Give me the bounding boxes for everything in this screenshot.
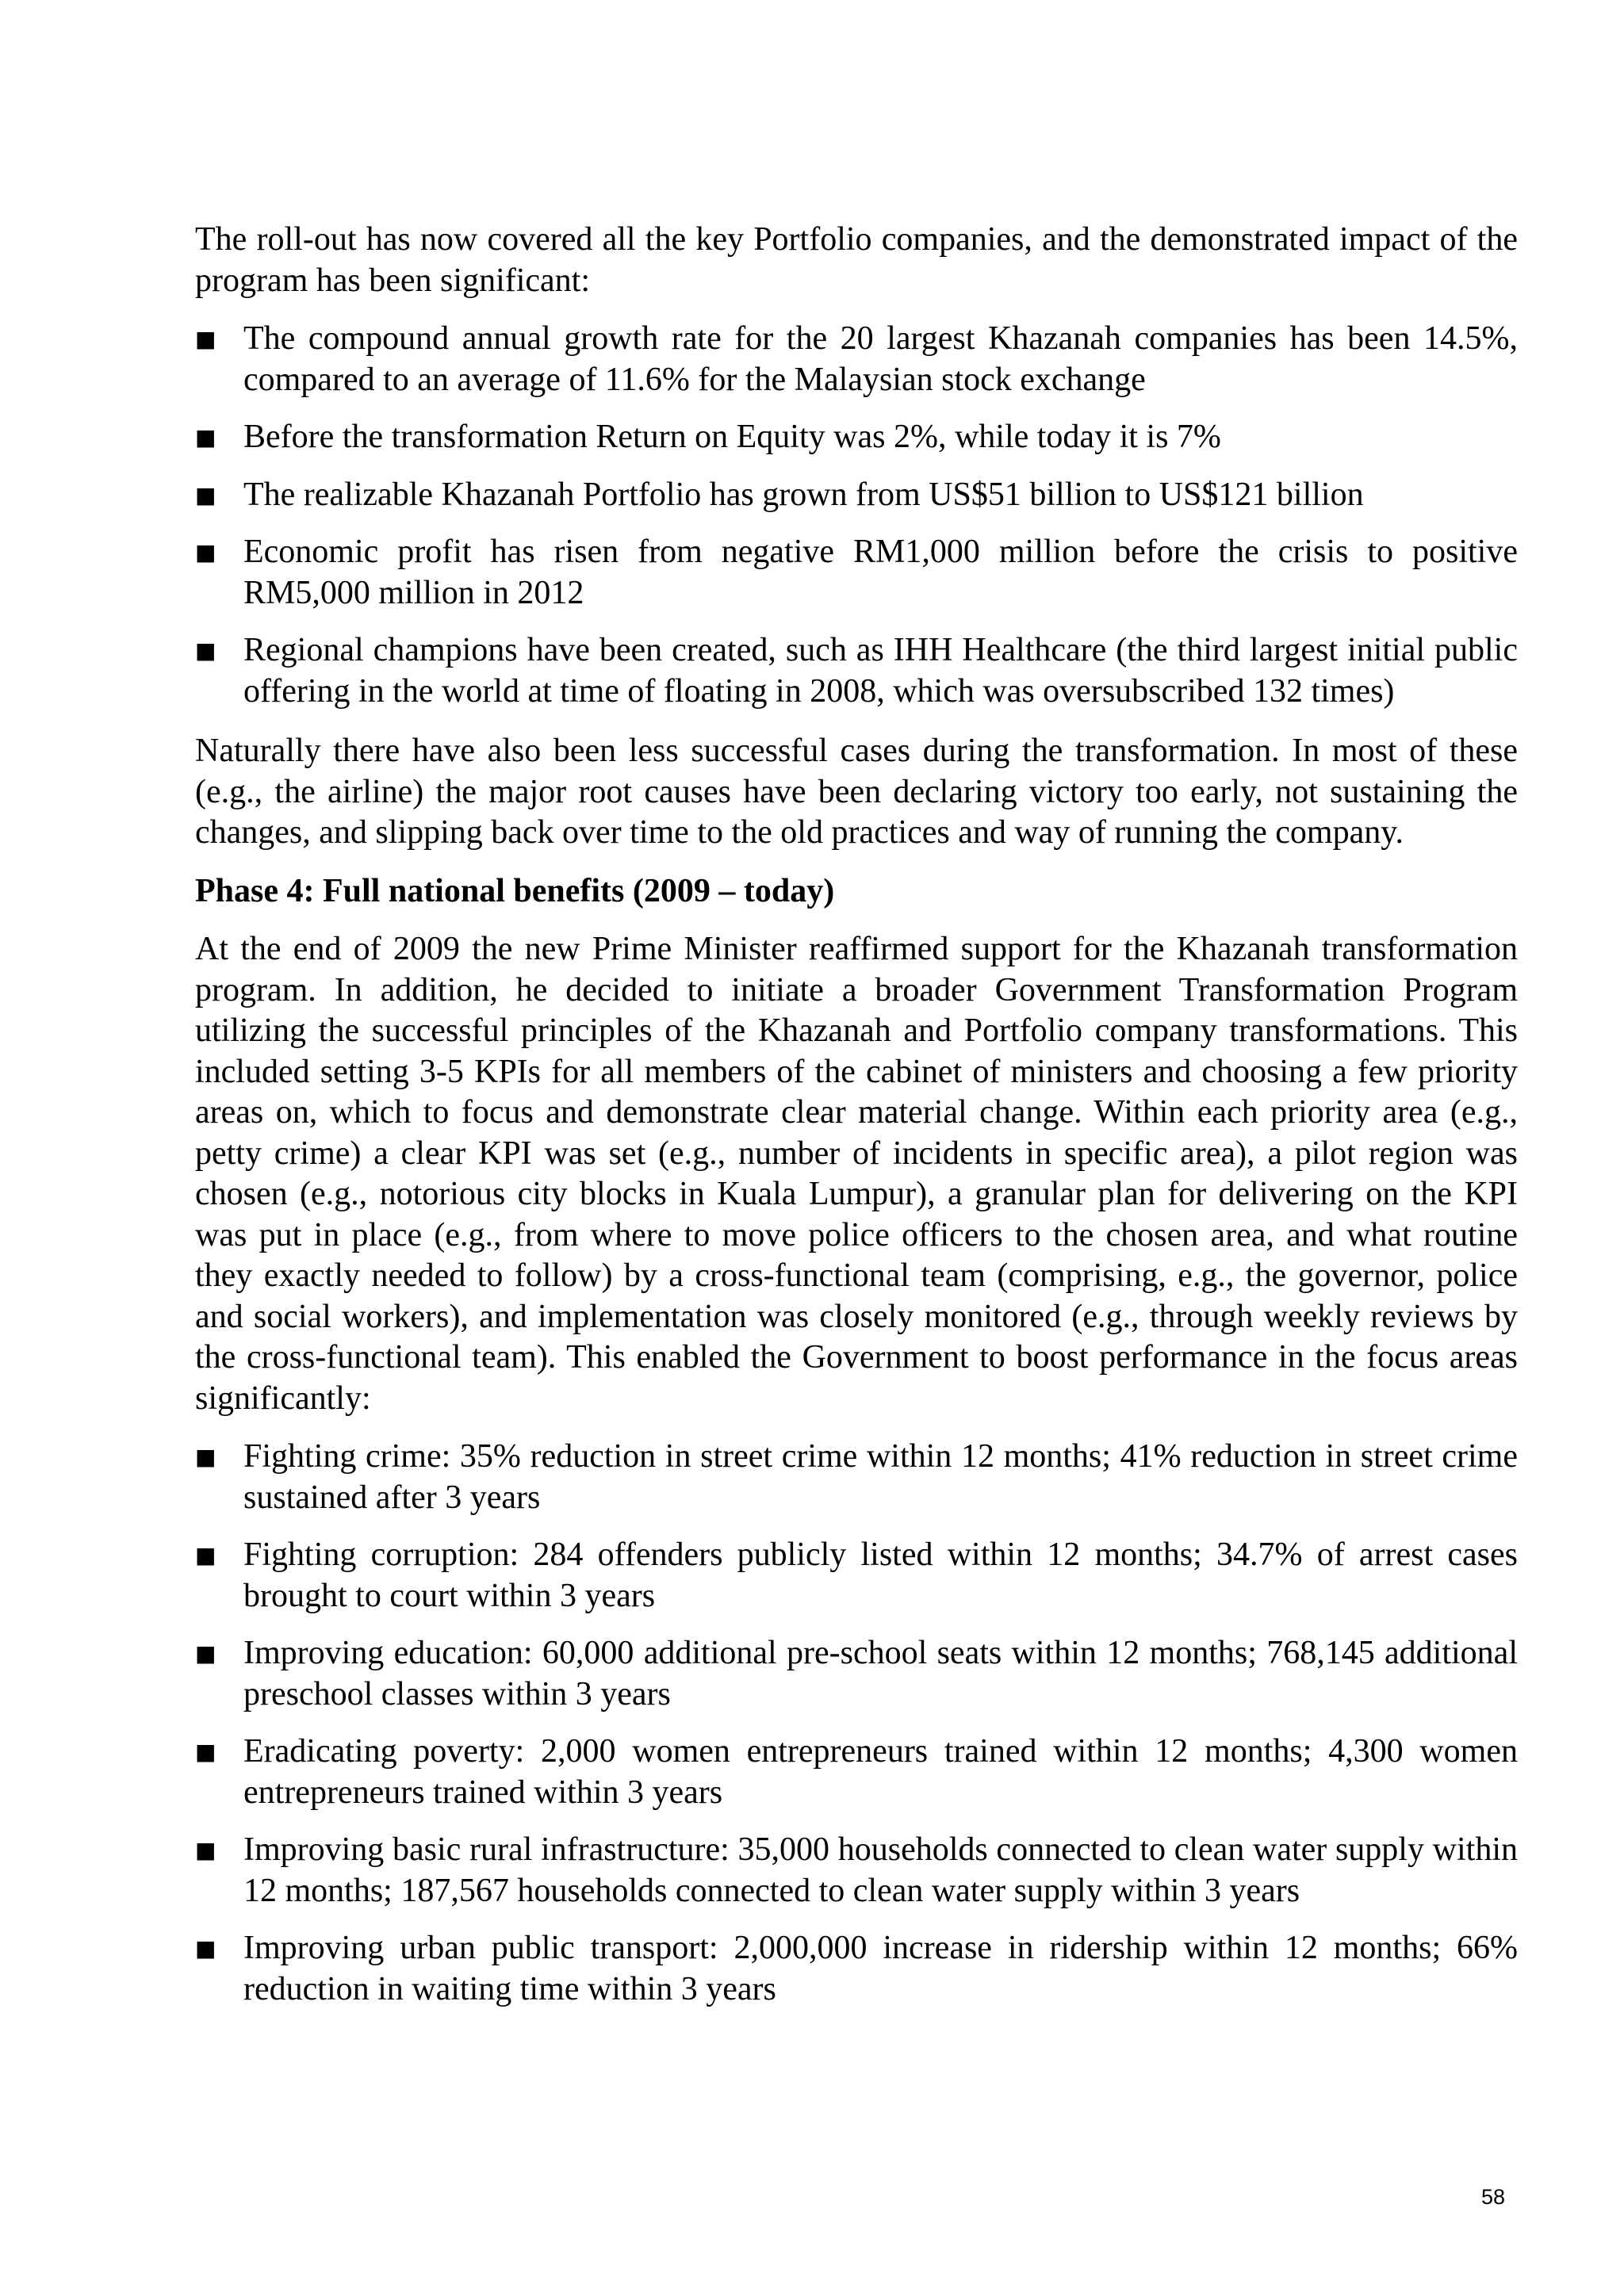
bullet-text: Economic profit has risen from negative RM1,000 million before the crisis to positive RM5,000 million in 2012 bbox=[243, 534, 1518, 611]
focus-area-bullet-list bbox=[195, 1437, 1518, 2010]
list-item bbox=[195, 1633, 1518, 1715]
bullet-square-icon: ■ bbox=[195, 1640, 216, 1667]
page-body bbox=[195, 220, 1518, 2029]
bullet-square-icon: ■ bbox=[195, 1739, 216, 1765]
bullet-text: Eradicating poverty: 2,000 women entrepreneurs trained within 12 months; 4,300 women entrepreneurs trained within 3 years bbox=[243, 1733, 1518, 1811]
bullet-square-icon: ■ bbox=[195, 424, 216, 450]
list-item bbox=[195, 532, 1518, 614]
bullet-text: Improving basic rural infrastructure: 35,000 households connected to clean water supply within 12 months; 187,567 households connected to clean water supply within 3 years bbox=[243, 1831, 1518, 1909]
bullet-square-icon: ■ bbox=[195, 637, 216, 664]
bullet-text: Improving education: 60,000 additional pre-school seats within 12 months; 768,145 additional preschool classes within 3 years bbox=[243, 1635, 1518, 1712]
bullet-square-icon: ■ bbox=[195, 1542, 216, 1568]
bullet-square-icon: ■ bbox=[195, 481, 216, 508]
bullet-square-icon: ■ bbox=[195, 1444, 216, 1470]
list-item bbox=[195, 319, 1518, 400]
list-item bbox=[195, 1535, 1518, 1617]
less-successful-paragraph: Naturally there have also been less successful cases during the transformation. In most of these (e.g., the airline) the major root causes have been declaring victory too early, not sustaining the changes, and slipping back over time to the old practices and way of running the company. bbox=[195, 733, 1518, 851]
list-item bbox=[195, 1437, 1518, 1518]
list-item bbox=[195, 1928, 1518, 2010]
list-item bbox=[195, 417, 1518, 458]
bullet-text: Fighting crime: 35% reduction in street crime within 12 months; 41% reduction in street crime sustained after 3 years bbox=[243, 1438, 1518, 1516]
bullet-square-icon: ■ bbox=[195, 1837, 216, 1863]
bullet-square-icon: ■ bbox=[195, 539, 216, 565]
phase4-heading: Phase 4: Full national benefits (2009 – today) bbox=[195, 872, 835, 909]
bullet-text: The compound annual growth rate for the 20 largest Khazanah companies has been 14.5%, compared to an average of 11.6% for the Malaysian stock exchange bbox=[243, 320, 1518, 398]
list-item bbox=[195, 630, 1518, 712]
list-item bbox=[195, 475, 1518, 516]
list-item bbox=[195, 1732, 1518, 1813]
bullet-text: Regional champions have been created, such as IHH Healthcare (the third largest initial public offering in the world at time of floating in 2008, which was oversubscribed 132 times) bbox=[243, 632, 1518, 710]
bullet-square-icon: ■ bbox=[195, 1935, 216, 1961]
page-number: 58 bbox=[1481, 2185, 1506, 2209]
bullet-text: The realizable Khazanah Portfolio has grown from US$51 billion to US$121 billion bbox=[243, 476, 1364, 513]
list-item bbox=[195, 1830, 1518, 1911]
bullet-text: Improving urban public transport: 2,000,000 increase in ridership within 12 months; 66% reduction in waiting time within 3 years bbox=[243, 1930, 1518, 2007]
bullet-text: Fighting corruption: 284 offenders publicly listed within 12 months; 34.7% of arrest cases brought to court within 3 years bbox=[243, 1536, 1518, 1614]
bullet-text: Before the transformation Return on Equity was 2%, while today it is 7% bbox=[243, 419, 1221, 455]
phase4-paragraph: At the end of 2009 the new Prime Minister reaffirmed support for the Khazanah transformation program. In addition, he decided to initiate a broader Government Transformation Program utilizing the successful principles of the Khazanah and Portfolio company transformations. This included setting 3-5 KPIs for all members of the cabinet of ministers and choosing a few priority areas on, which to focus and demonstrate clear material change. Within each priority area (e.g., petty crime) a clear KPI was set (e.g., number of incidents in specific area), a pilot region was chosen (e.g., notorious city blocks in Kuala Lumpur), a granular plan for delivering on the KPI was put in place (e.g., from where to move police officers to the chosen area, and what routine they exactly needed to follow) by a cross-functional team (comprising, e.g., the governor, police and social workers), and implementation was closely monitored (e.g., through weekly reviews by the cross-functional team). This enabled the Government to boost performance in the focus areas significantly: bbox=[195, 931, 1518, 1417]
bullet-square-icon: ■ bbox=[195, 326, 216, 352]
impact-bullet-list bbox=[195, 319, 1518, 712]
intro-paragraph: The roll-out has now covered all the key Portfolio companies, and the demonstrated impact of the program has been significant: bbox=[195, 221, 1518, 299]
